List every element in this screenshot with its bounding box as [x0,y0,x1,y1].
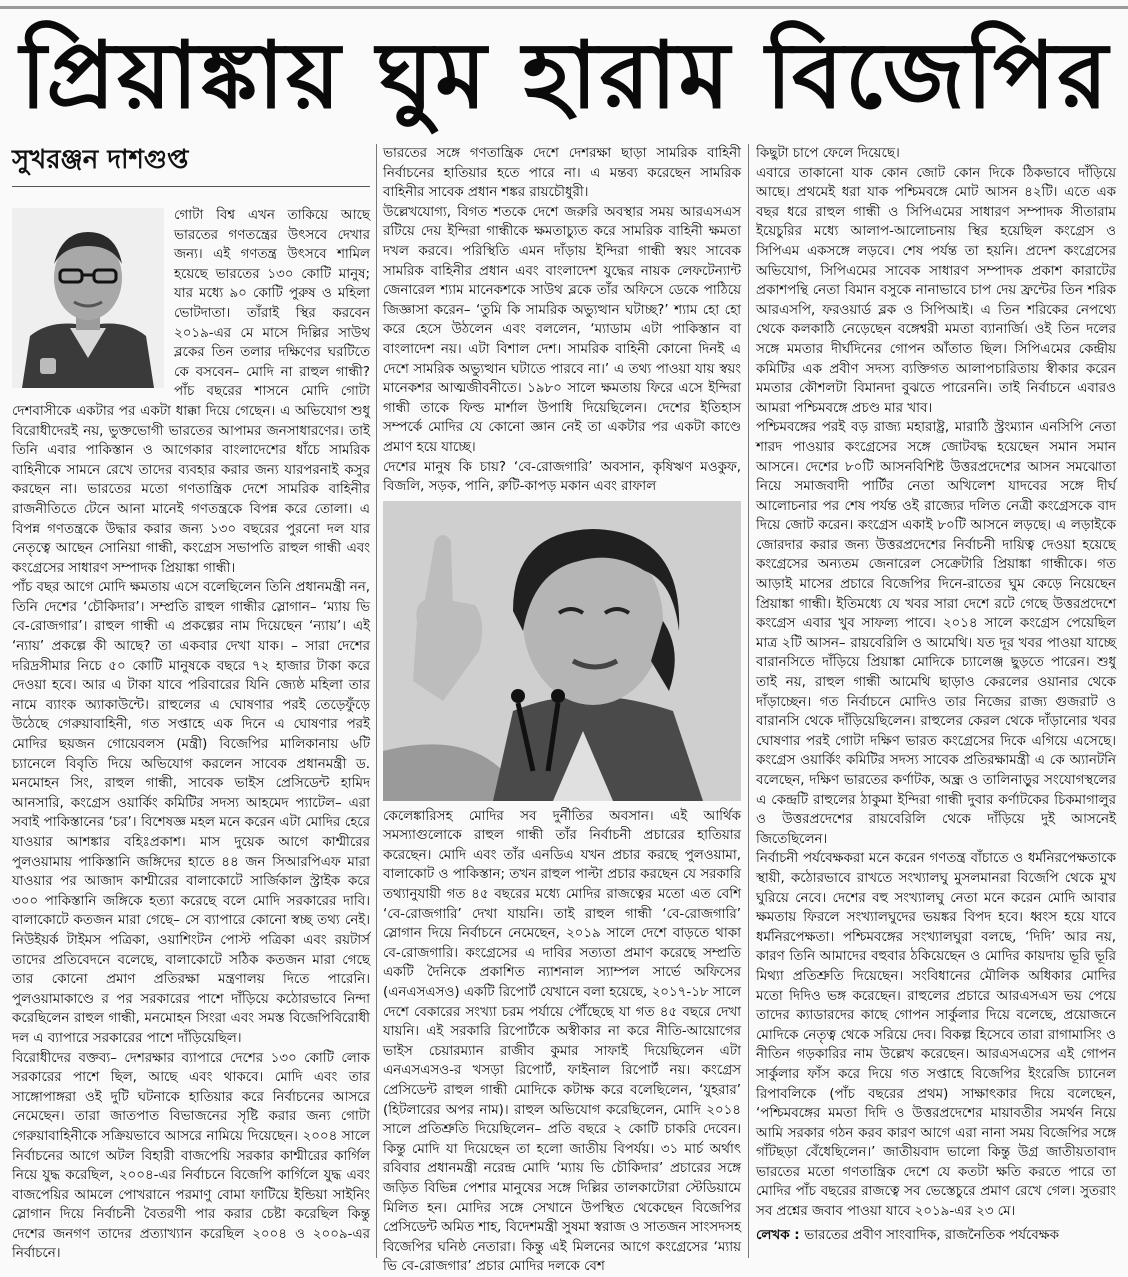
column-2 [383,144,742,1275]
feature-photo [383,501,741,801]
paragraph: পাঁচ বছর আগে মোদি ক্ষমতায় এসে বলেছিলেন তিনি প্রধানমন্ত্রী নন, তিনি দেশের ‘চৌকিদার’। সম্প্রতি রাহুল গান্ধীর স্লোগান– ‘ম্যায় ভি বে-রোজগার’। রাহুল গান্ধী এ প্রকল্পের নাম দিয়েছেন ‘ন্যায়’। এই ‘ন্যায়’ প্রকল্পে কী আছে? তা একবার দেখা যাক। – সারা দেশের দরিদ্রসীমার নিচে ৫০ কোটি মানুষকে বছরে ৭২ হাজার টাকা করে দেওয়া হবে। আর এ টাকা যাবে পরিবারের যিনি জ্যেষ্ঠ মহিলা তার নামে ব্যাংক অ্যাকাউন্টে। রাহুলের এ ঘোষণার পরই তেড়েফুঁড়ে উঠেছে গেরুয়াবাহিনী, গত সপ্তাহে এক দিনে এ ঘোষণার পরই মোদির ছয়জন গোয়েবলস (মন্ত্রী) বিজেপির মালিকানায় ৬টি চ্যানেলে বিবৃতি দিয়ে অভিযোগ করলেন সাবেক প্রধানমন্ত্রী ড. মনমোহন সিং, রাহুল গান্ধী, সাবেক ভাইস প্রেসিডেন্ট হামিদ আনসারি, কংগ্রেস ওয়ার্কিং কমিটির সদস্য আহমেদ প্যাটেল– এরা সবাই পাকিস্তানের ‘চর’। বিশেষজ্ঞ মহল মনে করেন এটা মোদির হেরে যাওয়ার আশঙ্কার বহিঃপ্রকাশ। মাস দুয়েক আগে কাশ্মীরের পুলওয়ামায় পাকিস্তানি জঙ্গিদের হাতে ৪৪ জন সিআরপিএফ মারা যাওয়ার পর আজাদ কাশ্মীরের বালাকোটে সার্জিকাল স্ট্রাইক করে ৩০০ পাকিস্তানি জঙ্গিকে হত্যা করেছে বলে মোদি সরকারের দাবি। বালাকোটে কতজন মারা গেছে– সে ব্যাপারে কোনো স্বচ্ছ তথ্য নেই। নিউইয়র্ক টাইমস পত্রিকা, ওয়াশিংটন পোস্ট পত্রিকা এবং রয়টার্স তাদের প্রতিবেদনে বলেছে, বালাকোটে সঠিক কতজন মারা গেছে তার কোনো প্রমাণ প্রতিরক্ষা মন্ত্রণালয় দিতে পারেনি। পুলওয়ামাকাণ্ডে র পর সরকারের পাশে দাঁড়িয়ে কঠোরভাবে নিন্দা করেছিলেন রাহুল গান্ধী, মনমোহন সিংরা এবং সমস্ত বিজেপিবিরোধী দল এ ব্যাপারে সরকারের পাশে দাঁড়িয়েছিল। [12,580,370,1046]
feature-photo-image [383,501,741,801]
paragraph: নির্বাচনী পর্যবেক্ষকরা মনে করেন গণতন্ত্র বাঁচাতে ও ধর্মনিরপেক্ষতাকে স্থায়ী, কঠোরভাবে রাখতে সংখ্যালঘু মুসলমানরা বিজেপি থেকে মুখ ঘুরিয়ে নেবে। দেশের বহু সংখ্যালঘু নেতা মনে করেন মোদি আবার ক্ষমতায় ফিরলে সংখ্যালঘুদের ভয়ঙ্কর বিপদ হবে। ধ্বংস হয়ে যাবে ধর্মনিরপেক্ষতা। পশ্চিমবঙ্গের সংখ্যালঘুরা বলছে, ‘দিদি’ আর নয়, কারণ তিনি আমাদের বহুবার ঠকিয়েছেন ও মোদির কায়দায় ভূরি ভূরি মিথ্যা প্রতিশ্রুতি দিয়েছেন। সংবিধানের মৌলিক অধিকার মোদির মতো দিদিও ভঙ্গ করেছেন। রাহুলের প্রচারে আরএসএস ভয় পেয়ে তাদের ক্যাডারদের কাছে গোপন সার্কুলার দিয়ে বলেছে, প্রয়োজনে মোদিকে নেতৃত্ব থেকে সরিয়ে দেব। বিকল্প হিসেবে তারা রাগামাসিং ও নীতিন গড়কারির নাম উল্লেখ করেছেন। আরএসএসের এই গোপন সার্কুলার ফাঁস করে দিয়ে গত সপ্তাহে বিজেপির ইংরেজি চ্যানেল রিপাবলিকে (পাঁচ বছরের প্রথম) সাক্ষাৎকার দিয়ে বলেছেন, ‘পশ্চিমবঙ্গের মমতা দিদি ও উত্তরপ্রদেশের মায়াবতীর সমর্থন নিয়ে আমি সরকার গঠন করব কারণ আগে এরা নানা সময় বিজেপির সঙ্গে গাঁটছড়া বেঁধেছিলেন।’ জাতীয়বাদ ভালো কিন্তু উগ্র জাতীয়তাবাদ ভারতের মতো গণতান্ত্রিক দেশে যে কতটা ক্ষতি করতে পারে তা মোদির পাঁচ বছরের রাজত্বে সব ভেস্তেচুরে প্রমাণ রেখে গেল। সুতরাং সব প্রশ্নের জবাব পাওয়া যাবে ২০১৯-এর ২৩ মে। [756,851,1116,1220]
paragraph: গোটা বিশ্ব এখন তাকিয়ে আছে ভারতের গণতন্ত্রের উৎসবে দেখার জন্য। এই গণতন্ত্র উৎসবে শামিল হয়েছে ভারতের ১৩০ কোটি মানুষ; যার মধ্যে ৯০ কোটি পুরুষ ও মহিলা ভোটদাতা। তাঁরাই স্থির করবেন ২০১৯-এর মে মাসে দিল্লির সাউথ ব্লকের তিন তলার দক্ষিণের ঘরটিতে কে বসবেন– মোদি না রাহুল গান্ধী? পাঁচ বছরের শাসনে মোদি গোটা দেশবাসীকে একটার পর একটা ধাক্কা দিয়ে গেছেন। এ অভিযোগ শুধু বিরোধীদেরই নয়, ভুক্তভোগী ভারতের আপামর জনসাধারণের। তাই তিনি এবার পাকিস্তান ও আগেকার বাংলাদেশের ধাঁচে সামরিক বাহিনীকে সামনে রেখে তাদের ব্যবহার করার জন্য যারপরনাই কসুর করছেন না। ভারতের মতো গণতান্ত্রিক দেশে সামরিক বাহিনীর রাজনীতিতে টেনে আনা মানেই গণতন্ত্রকে বিপন্ন করে তোলা। এ বিপন্ন গণতন্ত্রকে উদ্ধার করার জন্য ১৩০ বছরের পুরনো দল যার নেতৃত্বে আছেন সোনিয়া গান্ধী, কংগ্রেস সভাপতি রাহুল গান্ধী এবং কংগ্রেসের সাধারণ সম্পাদক প্রিয়াঙ্কা গান্ধী। [12,208,370,576]
paragraph: উল্লেখযোগ্য, বিগত শতকে দেশে জরুরি অবস্থার সময় আরএসএস রটিয়ে দেয় ইন্দিরা গান্ধীকে ক্ষমতাচ্যুত করে সামরিক বাহিনী ক্ষমতা দখল করবে। পরিস্থিতি এমন দাঁড়ায় ইন্দিরা গান্ধী স্বয়ং সাবেক সামরিক বাহিনীর প্রধান এবং বাংলাদেশ যুদ্ধের নায়ক লেফটেন্যান্ট জেনারেল শ্যাম মানেকশকে সাউথ ব্লকে তাঁর অফিসে ডেকে পাঠিয়ে জিজ্ঞাসা করেন– ‘তুমি কি সামরিক অভ্যুত্থান ঘটাচ্ছ?’ শ্যাম হো হো করে হেসে উঠলেন এবং বললেন, ‘ম্যাডাম এটা পাকিস্তান বা বাংলাদেশ নয়। এটা বিশাল দেশ। সামরিক বাহিনী কোনো দিনই এ দেশে সামরিক অভ্যুত্থান ঘটাতে পারবে না।’ এ তথ্য পাওয়া যায় স্বয়ং মানেকশর আত্মজীবনীতে। ১৯৮০ সালে ক্ষমতায় ফিরে এসে ইন্দিরা গান্ধী তাকে ফিল্ড মার্শাল উপাধি দিয়েছিলেন। দেশের ইতিহাস সম্পর্কে মোদির যে কোনো জ্ঞান নেই তা একটার পর একটা কাণ্ডে প্রমাণ হয়ে যাচ্ছে। [383,204,741,455]
column-3 [756,144,1116,1258]
author-note-label: লেখক : [756,1227,800,1243]
column-separator [376,144,377,1258]
headline: প্রিয়াঙ্কায় ঘুম হারাম বিজেপির [20,21,1110,129]
column-separator [748,144,749,1258]
author-note-text: ভারতের প্রবীণ সাংবাদিক, রাজনৈতিক পর্যবেক্ষক [804,1227,1059,1243]
paragraph: পশ্চিমবঙ্গের পরই বড় রাজ্য মহারাষ্ট্র, মারাঠি স্ট্রংম্যান এনসিপি নেতা শারদ পাওয়ার কংগ্রেসের সঙ্গে জোটবদ্ধ হয়েছেন সমান সমান আসনে। দেশের ৮০টি আসনবিশিষ্ট উত্তরপ্রদেশের আসন সমঝোতা নিয়ে সমাজবাদী পার্টির নেতা অখিলেশ যাদবের সঙ্গে দীর্ঘ আলোচনার পর শেষ পর্যন্ত ওই রাজ্যের দলিত নেত্রী কংগ্রেসকে বাদ দিয়ে জোট করেন। কংগ্রেস একাই ৮০টি আসনে লড়ছে। এ লড়াইকে জোরদার করার জন্য উত্তরপ্রদেশের নির্বাচনী দায়িত্ব দেওয়া হয়েছে কংগ্রেসের অন্যতম জেনারেল সেক্রেটারি প্রিয়াঙ্কা গান্ধীকে। গত আড়াই মাসের প্রচারে বিজেপির দিনে-রাতের ঘুম কেড়ে নিয়েছেন প্রিয়াঙ্কা গান্ধী। ইতিমধ্যে যে খবর সারা দেশে রটে গেছে উত্তরপ্রদেশে কংগ্রেস এবার খুব সাফল্য পাবে। ২০১৪ সালে কংগ্রেস পেয়েছিল মাত্র ২টি আসন– রায়বেরিলি ও আমেথি। যত দূর খবর পাওয়া যাচ্ছে বারানসিতে দাঁড়িয়ে প্রিয়াঙ্কা মোদিকে চ্যালেঞ্জ ছুড়তে পারেন। শুধু তাই নয়, রাহুল গান্ধী আমেথি ছাড়াও কেরলের ওয়ানার থেকে দাঁড়াচ্ছেন। গত নির্বাচনে মোদিও তার নিজের রাজ্য গুজরাট ও বারানসি থেকে দাঁড়িয়েছিলেন। রাহুলের কেরল থেকে দাঁড়ানোর খবর ঘোষণার পরই গোটা দক্ষিণ ভারত কংগ্রেসের দিকে এগিয়ে এসেছে। কংগ্রেস ওয়ার্কিং কমিটির সদস্য সাবেক প্রতিরক্ষামন্ত্রী এ কে অ্যানটনি বলেছেন, দক্ষিণ ভারতের কর্ণাটক, অন্ধ্র ও তালিনাড়ুর সংযোগস্থলের এ কেন্দ্রটি রাহুলের ঠাকুমা ইন্দিরা গান্ধী দুবার কর্ণাটকের চিকমাগালুর ও উত্তরপ্রদেশের রায়বেরিলি থেকে দাঁড়িয়ে দুই আসনেই জিতেছিলেন। [756,420,1116,847]
author-photo [12,208,164,388]
paragraph: কেলেঙ্কারিসহ মোদির সব দুর্নীতির অবসান। এই আর্থিক সমস্যাগুলোকে রাহুল গান্ধী তাঁর নির্বাচনী প্রচারের হাতিয়ার করেছেন। মোদি এবং তাঁর এনডিএ যখন প্রচার করছে পুলওয়ামা, বালাকোট ও পাকিস্তান; তখন রাহুল পাল্টা প্রচার করছেন যে সরকারি তথ্যানুযায়ী গত ৪৫ বছরের মধ্যে মোদির রাজত্বের মতো এত বেশি ‘বে-রোজগারি’ দেখা যায়নি। তাই রাহুল গান্ধী ‘বে-রোজগারি’ স্লোগান দিয়ে নির্বাচনে নেমেছেন, ২০১৯ সালে দেশে বাড়তে থাকা বে-রোজগারি। কংগ্রেসের এ দাবির সত্যতা প্রমাণ করেছে সম্প্রতি একটি দৈনিকে প্রকাশিত ন্যাশনাল স্যাম্পল সার্ভে অফিসের (এনএসএসও) একটি রিপোর্ট যেখানে বলা হয়েছে, ২০১৭-১৮ সালে দেশে বেকারের সংখ্যা চরম পর্যায়ে পৌঁছেছে যা গত ৪৫ বছরে দেখা যায়নি। এই সরকারি রিপোর্টকে অস্বীকার না করে নীতি-আয়োগের ভাইস চেয়ারম্যান রাজীব কুমার সাফাই দিয়েছিলেন এটা এনএসএসও-র খসড়া রিপোর্ট, ফাইনাল রিপোর্ট নয়। কংগ্রেস প্রেসিডেন্ট রাহুল গান্ধী মোদিকে কটাক্ষ করে বলেছিলেন, ‘যুহরার’ (হিটলারের অপর নাম)। রাহুল অভিযোগ করেছিলেন, মোদি ২০১৪ সালে প্রতিশ্রুতি দিয়েছিলেন– প্রতি বছরে ২ কোটি চাকরি দেবেন। কিন্তু মোদি যা দিয়েছেন তা হলো জাতীয় বিপর্যয়। ৩১ মার্চ অর্থাৎ রবিবার প্রধানমন্ত্রী নরেন্দ্র মোদি ‘ম্যায় ভি চৌকিদার’ প্রচারের সঙ্গে জড়িত বিভিন্ন পেশার মানুষের সঙ্গে দিল্লির তালকাটোরা স্টেডিয়ামে মিলিত হন। মোদির সঙ্গে সেখানে উপস্থিত থেকেছেন বিজেপির প্রেসিডেন্ট অমিত শাহ, বিদেশমন্ত্রী সুষমা স্বরাজ ও সাতজন সাংসদসহ বিজেপির ঘনিষ্ঠ নেতারা। কিন্তু এই মিলনের আগে কংগ্রেসের ‘ম্যায় ভি বে-রোজগার’ প্রচার মোদির দলকে বেশ [383,808,742,1275]
byline-rule [12,186,370,187]
paragraph: বিরোধীদের বক্তব্য– দেশরক্ষার ব্যাপারে দেশের ১৩০ কোটি লোক সরকারের পাশে ছিল, আছে এবং থাকবে। মোদি এবং তার সাঙ্গোপাঙ্গরা ওই দুটি ঘটনাকে হাতিয়ার করে নির্বাচনের আসরে নেমেছেন। তারা জাতপাত বিভাজনের সৃষ্টি করার জন্য গোটা গেরুয়াবাহিনীকে সক্রিয়ভাবে আসরে নামিয়ে দিয়েছেন। ২০০৪ সালে নির্বাচনের আগে অটল বিহারী বাজপেয়ি সরকার কাশ্মীরের কার্গিল নিয়ে যুদ্ধ করেছিল, ২০০৪-এর নির্বাচনে বিজেপি কার্গিলে যুদ্ধ এবং বাজপেয়ির আমলে পোখরানে পরমাণু বোমা ফাটিয়ে ইন্ডিয়া সাইনিং স্লোগান দিয়ে নির্বাচনী বৈতরণী পার করার চেষ্টা করেছিল কিন্তু দেশের জনগণ তাদের প্রত্যাখ্যান করেছিল ২০০৪ ও ২০০৯-এর নির্বাচনে। [12,1050,370,1262]
author-photo-image [12,208,164,388]
paragraph: এবারে তাকানো যাক কোন জোট কোন দিকে ঠিকভাবে দাঁড়িয়ে আছে। প্রথমেই ধরা যাক পশ্চিমবঙ্গে মোট আসন ৪২টি। এতে এক বছর ধরে রাহুল গান্ধী ও সিপিএমের সাধারণ সম্পাদক সীতারাম ইয়েচুরির মধ্যে আলাপ-আলোচনায় স্থির হয়েছিল কংগ্রেস ও সিপিএম একসঙ্গে লড়বে। শেষ পর্যন্ত তা হয়নি। প্রদেশ কংগ্রেসের অভিযোগ, সিপিএমের সাবেক সাধারণ সম্পাদক প্রকাশ কারাটের প্রকাশপন্থি নেতা বিমান বসুকে নানাভাবে চাপ দেয় ফ্রন্টের তিন শরিক আরএসপি, ফরওয়ার্ড ব্লক ও সিপিআই। এ তিন শরিকের নেপথ্যে থেকে কলকাঠি নেড়েছেন বঙ্গেশ্বরী মমতা ব্যানার্জি। ওই তিন দলের সঙ্গে মমতার দীর্ঘদিনের গোপন আঁতাত ছিল। সিপিএমের কেন্দ্রীয় কমিটির এক প্রবীণ সদস্য ব্যক্তিগত আলাপচারিতায় স্বীকার করেন মমতার কৌশলটা বিমানদা বুঝতে পারেননি। তাই নির্বাচনে এবারও আমরা পশ্চিমবঙ্গে প্রচণ্ড মার খাব। [756,165,1116,416]
paragraph: ভারতের সঙ্গে গণতান্ত্রিক দেশে দেশরক্ষা ছাড়া সামরিক বাহিনী নির্বাচনের হাতিয়ার হতে পারে না। এ মন্তব্য করেছেন সামরিক বাহিনীর সাবেক প্রধান শঙ্কর রায়চৌধুরী। [383,146,741,201]
column-1 [12,206,370,1262]
author-note [756,1226,1116,1246]
paragraph: দেশের মানুষ কি চায়? ‘বে-রোজগারি’ অবসান, কৃষিঋণ মওকুফ, বিজলি, সড়ক, পানি, রুটি-কাপড় মকান এবং রাফাল [383,459,741,495]
byline: সুখরঞ্জন দাশগুপ্ত [12,145,189,175]
paragraph: কিছুটা চাপে ফেলে দিয়েছে। [756,146,900,161]
top-rule [0,6,1128,9]
